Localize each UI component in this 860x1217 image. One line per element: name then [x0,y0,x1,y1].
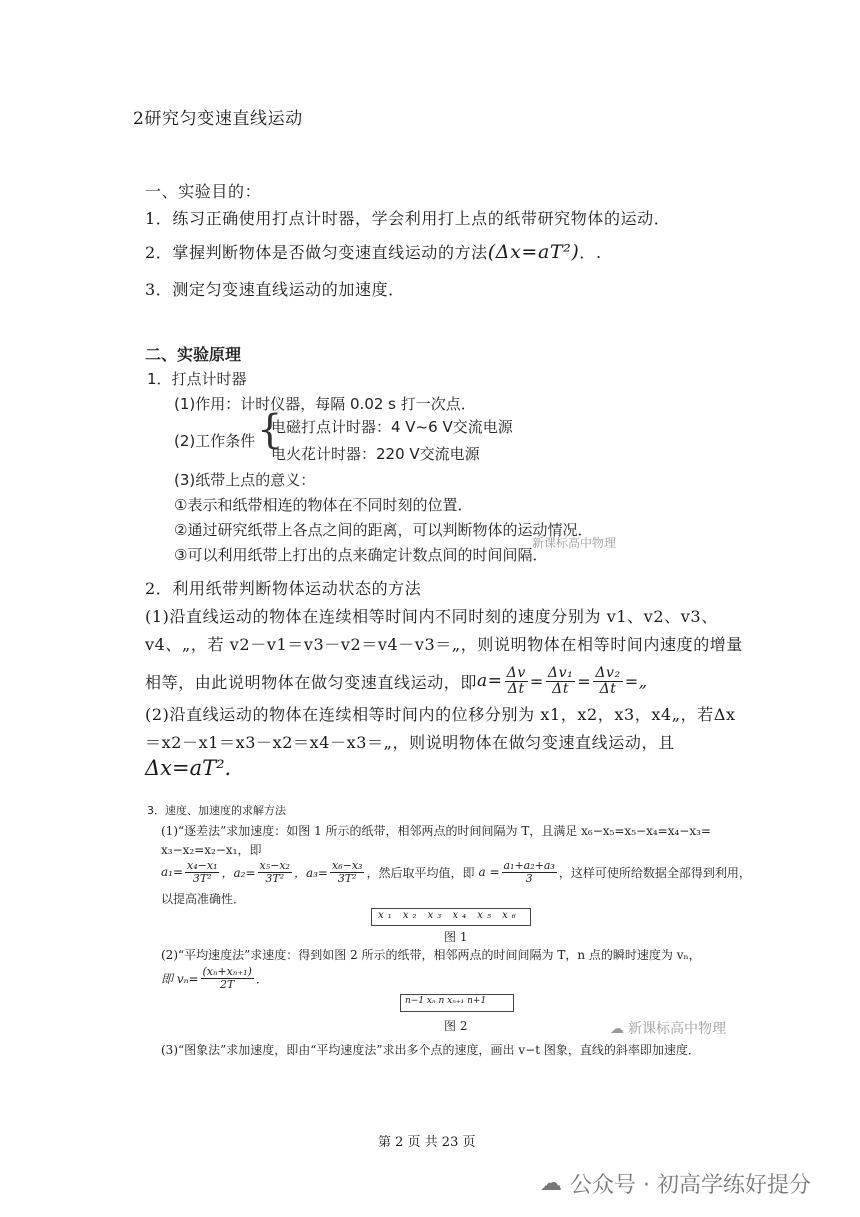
principle-m1: ①表示和纸带相连的物体在不同时刻的位置． [174,496,473,514]
frac-den: 3 [525,871,533,885]
method-p1-line2: v4、„，若 v2－v1＝v3－v2＝v4－v3＝„，则说明物体在相等时间内速度的增量 [145,635,743,654]
section1-item2-tail: ．. [579,243,602,262]
wechat-icon: ☁ [610,1021,624,1037]
tape-figure-2 [400,994,514,1012]
frac-dv-dt [505,666,528,696]
wechat-logo-icon: ☁ [540,1171,562,1196]
frac-den: 2T [220,977,235,991]
method-p1-line3-text: 相等，由此说明物体在做匀变速直线运动，即 [145,672,478,692]
section1-item2-text: 2．掌握判断物体是否做匀变速直线运动的方法 [145,243,488,262]
frac-den: 3T² [337,871,357,885]
figure1-caption: 图 1 [444,930,468,944]
section1-item2 [145,240,602,263]
section1-item3: 3．测定匀变速直线运动的加速度． [145,280,405,299]
method-p1-line1: (1)沿直线运动的物体在连续相等时间内不同时刻的速度分别为 v1、v2、v3、 [145,607,718,626]
frac-den: 3T² [192,871,212,885]
frac-den: Δt [552,680,570,697]
solving-l3 [161,856,751,888]
a1-label: a₁= [161,865,184,879]
avg-text: ，然后取平均值，即 [366,865,475,880]
frac-dv2-dt [593,666,622,696]
principle-cond-b: 电火花计时器：220 V交流电源 [271,445,480,463]
solving-watermark [610,1018,726,1038]
frac-den: Δt [599,680,617,697]
a3-frac [330,860,364,884]
wechat-footer-text: 公众号 · 初高学练好提分 [570,1173,811,1198]
page-heading: 2研究匀变速直线运动 [133,109,303,129]
principle-cond-label: (2)工作条件 [174,432,256,450]
principle-m2: ②通过研究纸带上各点之间的距离，可以判断物体的运动情况． [174,521,593,539]
principle-meaning: (3)纸带上点的意义： [174,471,316,489]
principle-cond-a: 电磁打点计时器：4 V~6 V交流电源 [271,418,513,436]
vn-tail: ． [255,971,268,986]
a2-frac [258,860,292,884]
method-subtitle: 2．利用纸带判断物体运动状态的方法 [145,579,422,598]
principle-usage: (1)作用：计时仪器，每隔 0.02 s 打一次点． [174,395,476,413]
frac-dv1-dt [546,666,575,696]
tape2-labels: n−1 xₙ n xₙ₊₁ n+1 [405,996,487,1006]
method-p2-formula: Δx=aT². [145,756,232,780]
figure2-caption: 图 2 [444,1019,468,1033]
frac-num: Δv₁ [547,664,574,681]
method-p2-line1: (2)沿直线运动的物体在连续相等时间内的位移分别为 x1，x2，x3，x4„，若Δx [145,705,736,724]
section1-item1: 1．练习正确使用打点计时器，学会利用打上点的纸带研究物体的运动． [145,209,671,228]
formula-tail: =„ [624,671,648,691]
frac-num: x₄−x₁ [187,858,218,872]
formula-a-eq: a= [477,671,503,691]
principle-sub1: 1．打点计时器 [147,370,247,388]
tape-figure-1 [371,908,531,926]
solving-l4: 以提高准确性． [161,892,246,906]
solving-l7: (3)“图象法”求加速度，即由“平均速度法”求出多个点的速度，画出 v−t 图象，直线的斜率即加速度． [161,1043,700,1057]
a1-frac [185,860,219,884]
principle-title: 二、实验原理 [145,345,242,364]
avg-label: a = [478,865,500,879]
solving-l1: (1)“逐差法”求加速度：如图 1 所示的纸带，相邻两点的时间间隔为 T，且满足 x₆−x₅=x₅−x₄=x₄−x₃= [161,824,711,838]
method-p2-line2: ＝x2－x1＝x3－x2＝x4－x3＝„，则说明物体在做匀变速直线运动，且 [145,733,675,752]
solving-l6 [161,962,268,994]
tape1-labels: x₁ x₂ x₃ x₄ x₅ x₆ [378,910,520,921]
solving-l2: x₃−x₂=x₂−x₁，即 [161,843,262,857]
solving-watermark-text: 新课标高中物理 [628,1021,726,1037]
page-number: 第 2 页 共 23 页 [378,1135,476,1150]
solving-title: 3．速度、加速度的求解方法 [147,804,286,817]
avg-frac [502,860,557,884]
wechat-footer [540,1168,811,1199]
frac-num: Δv [506,664,526,681]
frac-num: (xₙ+xₙ₊₁) [202,964,252,978]
frac-den: Δt [507,680,525,697]
vn-label: 即 vₙ= [161,971,199,986]
vn-frac [201,966,254,990]
frac-num: x₆−x₃ [332,858,363,872]
principle-m3: ③可以利用纸带上打出的点来确定计数点间的时间间隔． [174,546,548,564]
avg-tail: ，这样可使所给数据全部得到利用， [558,865,751,880]
section1-title: 一、实验目的： [145,182,262,201]
principle-brace: { [257,407,283,453]
frac-den: 3T² [265,871,285,885]
frac-num: Δv₂ [595,664,621,681]
frac-num: x₅−x₂ [259,858,290,872]
method-p1-line3: 相等，由此说明物体在做匀变速直线运动，即 a= $\frac{\Delta v}{\Delta t}$ = $\frac{\text{Δv₁}}{\Delta t}$ = $\frac{\text{Δv₂}}{\Delta t}$ =„ [145,664,648,697]
section1-item2-formula: (Δx=aT²) [487,241,580,263]
principle-watermark: 新课标高中物理 [532,536,617,550]
solving-l5: (2)“平均速度法”求速度：得到如图 2 所示的纸带，相邻两点的时间间隔为 T，n 点的瞬时速度为 vₙ， [161,948,701,962]
frac-num: a₁+a₂+a₃ [503,858,555,872]
a2-label: ，a₂= [221,865,256,880]
a3-label: ，a₃= [293,865,328,880]
